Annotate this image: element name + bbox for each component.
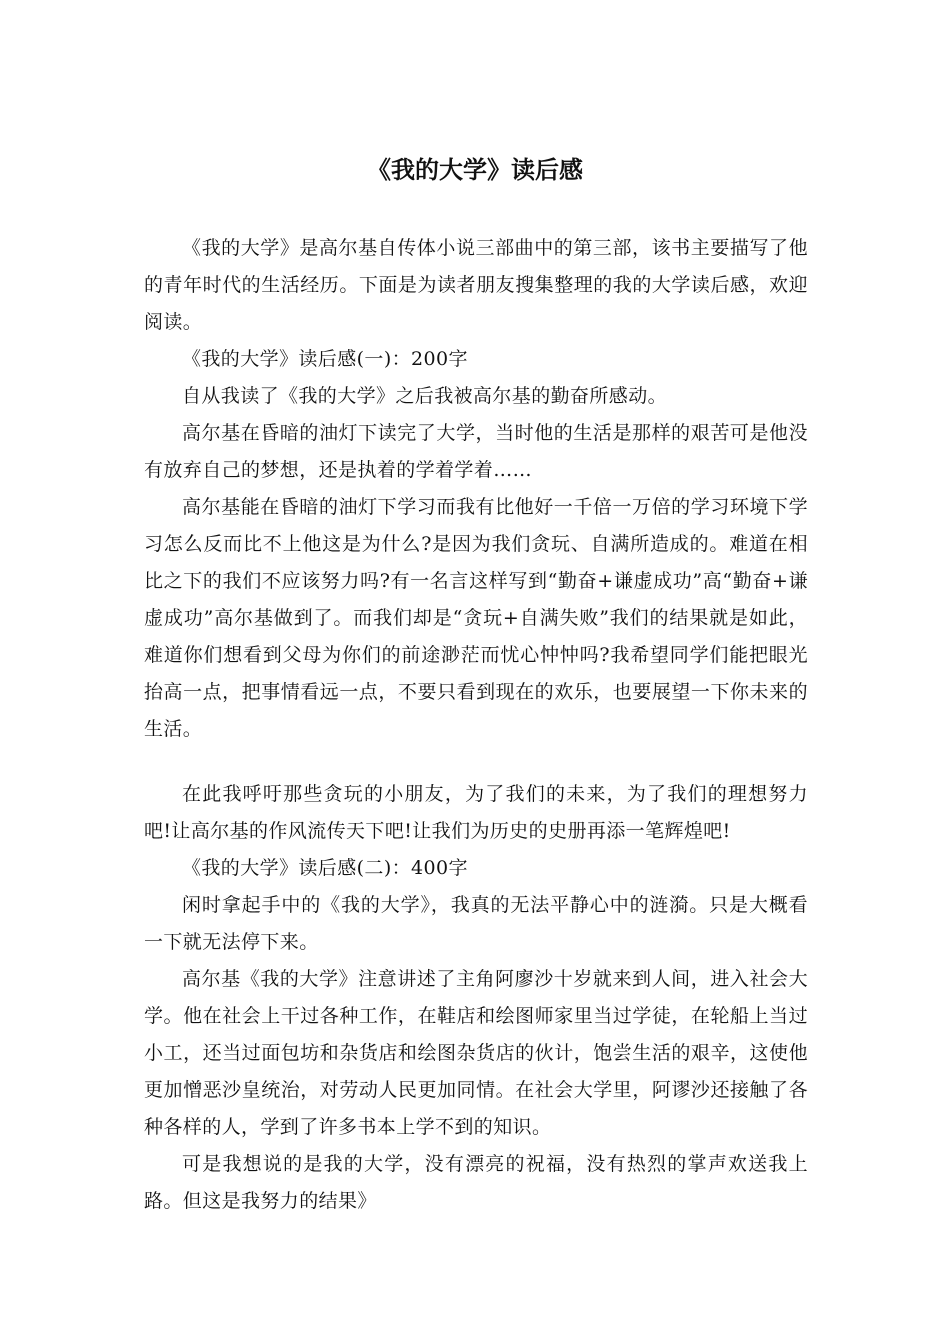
paragraph: 自从我读了《我的大学》之后我被高尔基的勤奋所感动。 [182,385,668,407]
paragraph: 可是我想说的是我的大学，没有漂亮的祝福，没有热烈的掌声欢送我上路。但这是我努力的结果》 [144,1153,808,1212]
section-heading-two: 《我的大学》读后感(二)：400字 [182,857,468,879]
paragraph: 闲时拿起手中的《我的大学》，我真的无法平静心中的涟漪。只是大概看一下就无法停下来。 [144,894,808,953]
paragraph-intro: 《我的大学》是高尔基自传体小说三部曲中的第三部，该书主要描写了他的青年时代的生活经历。下面是为读者朋友搜集整理的我的大学读后感，欢迎阅读。 [144,237,808,333]
paragraph: 高尔基《我的大学》注意讲述了主角阿廖沙十岁就来到人间，进入社会大学。他在社会上干过各种工作，在鞋店和绘图师家里当过学徒，在轮船上当过小工，还当过面包坊和杂货店和绘图杂货店的伙计，饱尝生活的艰辛，这使他更加憎恶沙皇统治，对劳动人民更加同情。在社会大学里，阿谬沙还接触了各种各样的人，学到了许多书本上学不到的知识。 [144,968,808,1138]
section-heading-one: 《我的大学》读后感(一)：200字 [182,348,468,370]
paragraph: 在此我呼吁那些贪玩的小朋友，为了我们的未来，为了我们的理想努力吧!让高尔基的作风流传天下吧!让我们为历史的史册再添一笔辉煌吧! [144,783,808,842]
paragraph: 高尔基在昏暗的油灯下读完了大学，当时他的生活是那样的艰苦可是他没有放弃自己的梦想，还是执着的学着学着…… [144,422,808,481]
paragraph: 高尔基能在昏暗的油灯下学习而我有比他好一千倍一万倍的学习环境下学习怎么反而比不上他这是为什么?是因为我们贪玩、自满所造成的。难道在相比之下的我们不应该努力吗?有一名言这样写到“勤奋+谦虚成功”高“勤奋+谦虚成功”高尔基做到了。而我们却是“贪玩+自满失败”我们的结果就是如此，难道你们想看到父母为你们的前途渺茫而忧心忡忡吗?我希望同学们能把眼光抬高一点，把事情看远一点，不要只看到现在的欢乐，也要展望一下你未来的生活。 [144,496,808,740]
document-title: 《我的大学》读后感 [367,156,583,184]
document-body [144,230,808,1220]
